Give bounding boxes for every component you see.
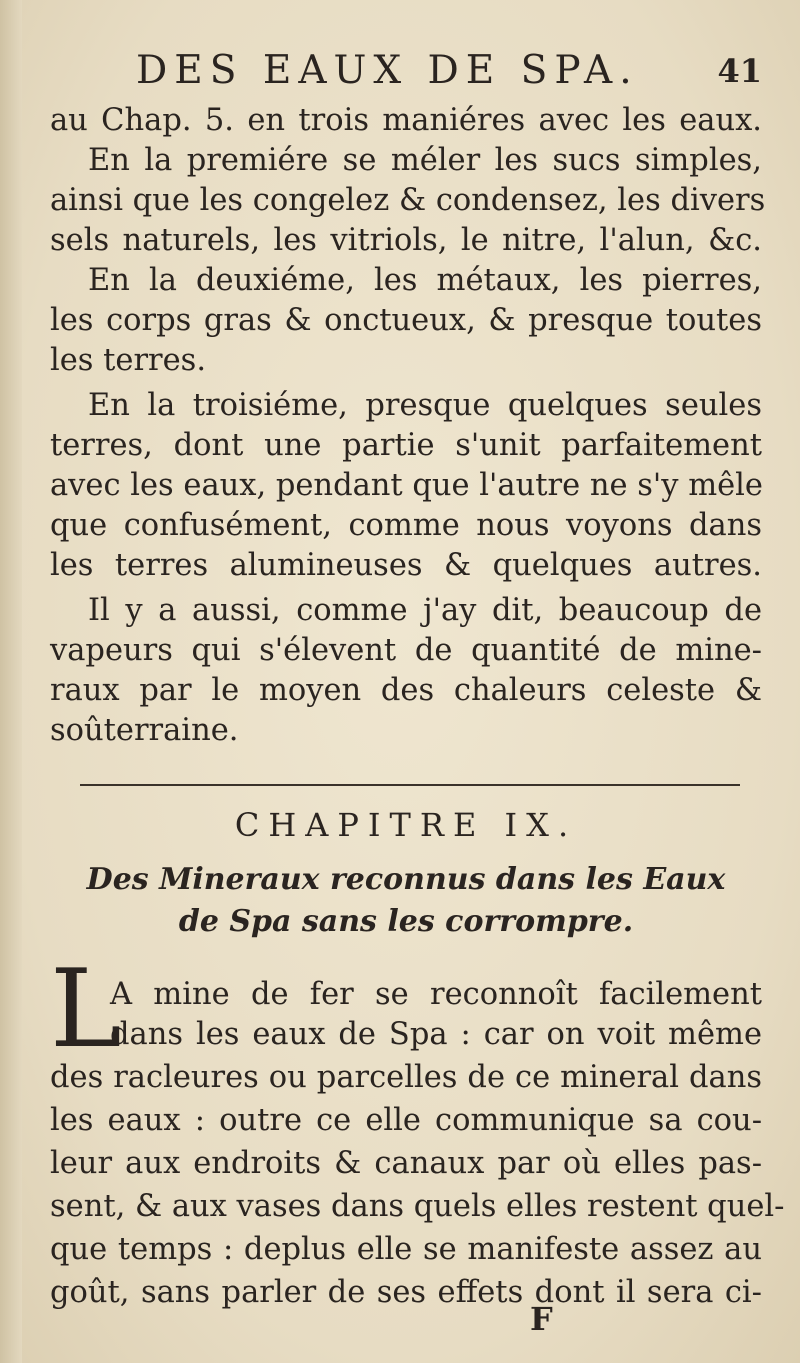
section-rule (80, 784, 740, 786)
text-line: terres, dont une partie s'unit parfaitement (50, 428, 762, 463)
text-line: En la deuxiéme, les métaux, les pierres, (88, 263, 762, 298)
text-line: les eaux : outre ce elle communique sa cou- (50, 1103, 762, 1138)
text-line: Il y a aussi, comme j'ay dit, beaucoup de (88, 593, 762, 628)
chapter-subtitle-line2: de Spa sans les corrompre. (178, 904, 634, 939)
page-number: 41 (717, 52, 762, 90)
text-line: dans les eaux de Spa : car on voit même (110, 1017, 762, 1052)
text-line: raux par le moyen des chaleurs celeste & (50, 673, 762, 708)
running-head (50, 40, 762, 100)
text-line: A mine de fer se reconnoît facilement (110, 977, 762, 1012)
text-line: goût, sans parler de ses effets dont il sera ci- (50, 1275, 762, 1310)
text-line: En la troisiéme, presque quelques seules (88, 388, 762, 423)
text-line: que confusément, comme nous voyons dans (50, 508, 762, 543)
text-line: que temps : deplus elle se manifeste assez au (50, 1232, 762, 1267)
text-line: sels naturels, les vitriols, le nitre, l'alun, &c. (50, 223, 762, 258)
text-line: les terres alumineuses & quelques autres. (50, 548, 762, 583)
text-line: leur aux endroits & canaux par où elles pas- (50, 1146, 762, 1181)
drop-cap: L (50, 947, 122, 1072)
text-line: les terres. (50, 343, 207, 378)
page-gutter-shadow (0, 0, 22, 1363)
chapter-heading: CHAPITRE IX. (234, 806, 578, 844)
text-line: les corps gras & onctueux, & presque toutes (50, 303, 762, 338)
text-line: soûterraine. (50, 713, 239, 748)
signature-mark: F (530, 1300, 553, 1338)
text-line: avec les eaux, pendant que l'autre ne s'y mêle (50, 468, 763, 503)
text-line: vapeurs qui s'élevent de quantité de mine- (50, 633, 762, 668)
text-line: au Chap. 5. en trois maniéres avec les eaux. (50, 103, 762, 138)
chapter-subtitle-line1: Des Mineraux reconnus dans les Eaux (86, 862, 726, 897)
text-line: des racleures ou parcelles de ce mineral dans (50, 1060, 762, 1095)
running-head-title: DES EAUX DE SPA. (136, 48, 639, 93)
text-line: En la premiére se méler les sucs simples, (88, 143, 762, 178)
text-line: sent, & aux vases dans quels elles restent quel- (50, 1189, 785, 1224)
text-line: ainsi que les congelez & condensez, les divers (50, 183, 766, 218)
